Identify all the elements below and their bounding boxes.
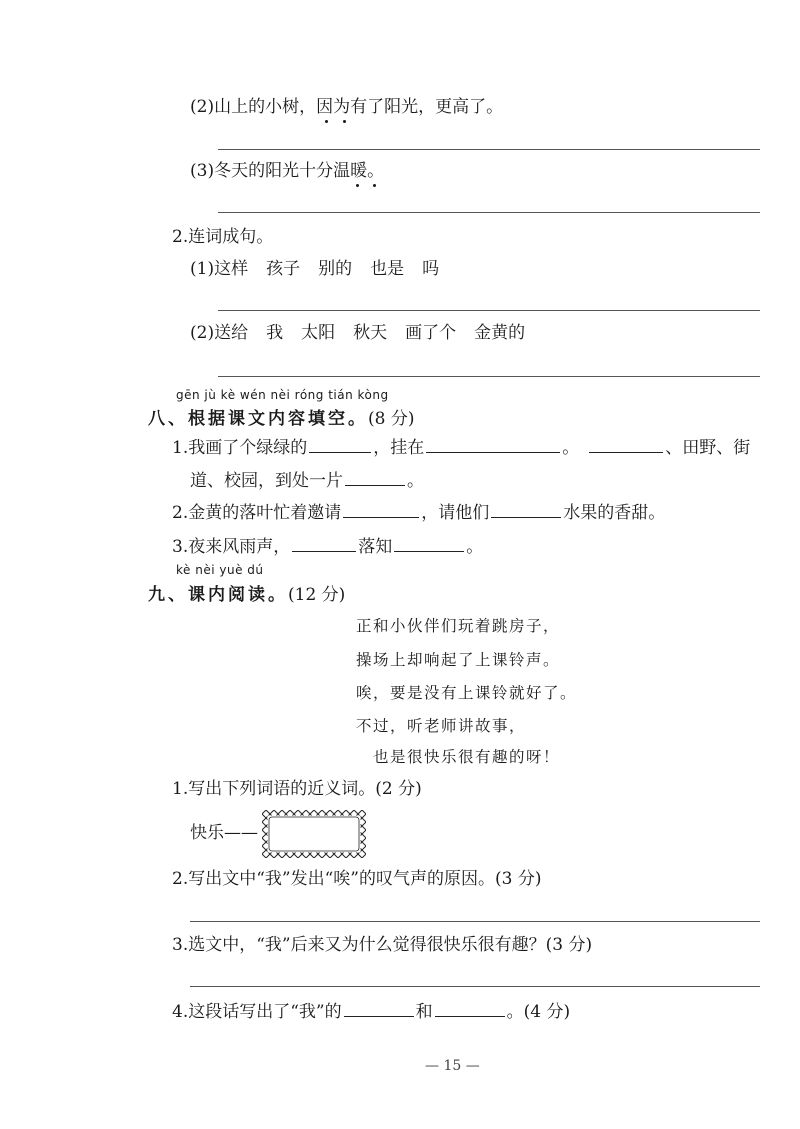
emphasis-dot [356, 184, 359, 187]
fill-blank[interactable] [426, 436, 560, 453]
answer-line[interactable] [218, 212, 760, 213]
question-8-1: 1.我画了个绿绿的 ，挂在 。 、田野、街 [172, 438, 751, 458]
question-8-3: 3.夜来风雨声， 落知 。 [172, 537, 484, 557]
question-7-1-part-3: (3)冬天的阳光十分温暖。 [190, 161, 385, 181]
fill-blank[interactable] [345, 469, 405, 486]
emphasis-dot [343, 120, 346, 123]
poem-line: 也是很快乐很有趣的呀！ [373, 748, 561, 766]
section-9-pinyin: kè nèi yuè dú [176, 563, 264, 577]
section-9-title: 九、课内阅读。(12 分) [148, 585, 346, 605]
question-9-1: 1.写出下列词语的近义词。(2 分) [172, 779, 422, 799]
fill-blank[interactable] [394, 535, 464, 552]
answer-line[interactable] [218, 376, 760, 377]
fill-blank[interactable] [491, 501, 561, 518]
poem-line: 唉，要是没有上课铃就好了。 [356, 684, 578, 702]
answer-box[interactable] [262, 810, 366, 858]
question-8-1-cont: 道、校园，到处一片 。 [190, 471, 424, 491]
answer-line[interactable] [218, 149, 760, 150]
fill-blank[interactable] [589, 436, 663, 453]
question-9-1-word: 快乐—— [190, 823, 258, 843]
fill-blank[interactable] [344, 1000, 414, 1017]
poem-line: 不过，听老师讲故事， [356, 717, 527, 735]
dotted-word: 温暖 [333, 161, 368, 181]
answer-line[interactable] [190, 986, 760, 987]
section-8-title: 八、根据课文内容填空。(8 分) [148, 409, 415, 429]
emphasis-dot [373, 184, 376, 187]
section-8-pinyin: gēn jù kè wén nèi róng tián kòng [176, 388, 389, 402]
question-8-2: 2.金黄的落叶忙着邀请 ，请他们 水果的香甜。 [172, 503, 666, 523]
question-7-2-title: 2.连词成句。 [172, 227, 274, 247]
poem-line: 操场上却响起了上课铃声。 [356, 651, 561, 669]
question-9-2: 2.写出文中“我”发出“唉”的叹气声的原因。(3 分) [172, 869, 542, 889]
answer-line[interactable] [190, 921, 760, 922]
fill-blank[interactable] [309, 436, 371, 453]
fill-blank[interactable] [435, 1000, 505, 1017]
fill-blank[interactable] [292, 535, 356, 552]
question-7-2-part-1: (1)这样 孩子 别的 也是 吗 [190, 259, 440, 279]
poem-line: 正和小伙伴们玩着跳房子， [356, 617, 561, 635]
dotted-word: 高 [452, 97, 470, 117]
question-7-2-part-2: (2)送给 我 太阳 秋天 画了个 金黄的 [190, 323, 526, 343]
answer-line[interactable] [218, 310, 760, 311]
page-number: — 15 — [425, 1058, 480, 1074]
emphasis-dot [325, 120, 328, 123]
question-9-4: 4.这段话写出了“我”的 和 。(4 分) [172, 1002, 571, 1022]
question-7-1-part-2: (2)山上的小树，因为有了阳光，更高了。 [190, 97, 504, 117]
fill-blank[interactable] [343, 501, 419, 518]
question-9-3: 3.选文中，“我”后来又为什么觉得很快乐很有趣？(3 分) [172, 935, 593, 955]
